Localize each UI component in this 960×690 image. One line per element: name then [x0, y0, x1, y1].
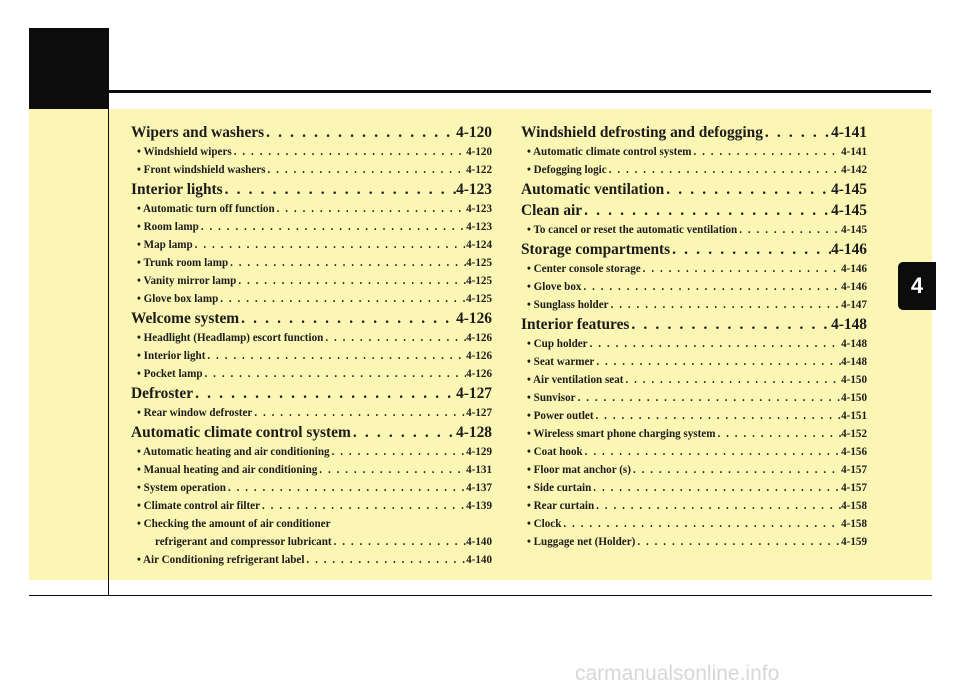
- dot-leader: [226, 479, 466, 497]
- toc-section-entry[interactable]: [131, 308, 492, 329]
- dot-leader: [670, 239, 831, 260]
- toc-entry-page: 4-148: [841, 338, 867, 350]
- dot-leader: [252, 404, 466, 422]
- dot-leader: [631, 461, 841, 479]
- toc-entry-title: • System operation: [137, 482, 226, 494]
- dot-leader: [715, 425, 841, 443]
- toc-entry-title: Automatic ventilation: [521, 181, 665, 198]
- toc-subentry[interactable]: [521, 278, 867, 296]
- toc-entry-page: 4-152: [841, 428, 867, 440]
- toc-subentry[interactable]: [521, 461, 867, 479]
- toc-subentry[interactable]: [521, 443, 867, 461]
- dot-leader: [692, 143, 842, 161]
- toc-entry-title: • Automatic turn off function: [137, 203, 275, 215]
- toc-entry-title: • Room lamp: [137, 221, 199, 233]
- toc-entry-page: 4-157: [841, 482, 867, 494]
- toc-entry-page: 4-126: [466, 368, 492, 380]
- dot-leader: [275, 200, 466, 218]
- toc-entry-title: Interior features: [521, 316, 630, 333]
- toc-subentry[interactable]: [131, 461, 492, 479]
- toc-entry-page: 4-129: [466, 446, 492, 458]
- header-rule: [109, 90, 931, 93]
- toc-subentry[interactable]: [131, 479, 492, 497]
- toc-subentry[interactable]: [131, 236, 492, 254]
- dot-leader: [193, 236, 466, 254]
- dot-leader: [607, 161, 841, 179]
- dot-leader: [317, 461, 466, 479]
- toc-entry-page: 4-141: [841, 146, 867, 158]
- dot-leader: [304, 551, 466, 569]
- dot-leader: [583, 443, 841, 461]
- toc-entry-page: 4-122: [466, 164, 492, 176]
- toc-entry-page: 4-141: [831, 124, 867, 141]
- toc-entry-title: • To cancel or reset the automatic ventilation: [527, 224, 738, 236]
- toc-entry-page: 4-151: [841, 410, 867, 422]
- toc-entry-title: • Sunvisor: [527, 392, 576, 404]
- toc-entry-title: • Checking the amount of air conditioner: [137, 518, 331, 530]
- dot-leader: [205, 347, 466, 365]
- page-margin-line: [108, 28, 109, 596]
- toc-subentry[interactable]: [131, 443, 492, 461]
- toc-entry-page: 4-146: [831, 241, 867, 258]
- toc-entry-page: 4-128: [456, 424, 492, 441]
- toc-subentry[interactable]: [521, 221, 867, 239]
- toc-entry-page: 4-131: [466, 464, 492, 476]
- toc-entry-page: 4-126: [456, 310, 492, 327]
- toc-section-entry[interactable]: [521, 179, 867, 200]
- toc-section-entry[interactable]: [521, 239, 867, 260]
- dot-leader: [228, 254, 466, 272]
- toc-entry-title: • Air Conditioning refrigerant label: [137, 554, 305, 566]
- toc-entry-page: 4-146: [841, 281, 867, 293]
- chapter-tab[interactable]: 4: [898, 262, 936, 310]
- toc-subentry[interactable]: [521, 296, 867, 314]
- chapter-header-block: [29, 28, 108, 109]
- toc-subentry[interactable]: [521, 389, 867, 407]
- toc-entry-page: 4-147: [841, 299, 867, 311]
- toc-left-column: [131, 122, 492, 569]
- footer-rule: [29, 595, 932, 596]
- toc-subentry[interactable]: [521, 260, 867, 278]
- dot-leader: [323, 329, 466, 347]
- toc-subentry[interactable]: [521, 161, 867, 179]
- toc-entry-title: • Map lamp: [137, 239, 193, 251]
- toc-entry-title: • Floor mat anchor (s): [527, 464, 631, 476]
- toc-section-entry[interactable]: [131, 122, 492, 143]
- toc-entry-title: Interior lights: [131, 181, 223, 198]
- dot-leader: [232, 143, 466, 161]
- toc-entry-title: • Manual heating and air conditioning: [137, 464, 318, 476]
- toc-entry-title: • Glove box: [527, 281, 582, 293]
- dot-leader: [763, 122, 831, 143]
- toc-entry-title: • Coat hook: [527, 446, 583, 458]
- toc-entry-page: 4-142: [841, 164, 867, 176]
- toc-subentry[interactable]: [131, 347, 492, 365]
- toc-subentry[interactable]: [521, 371, 867, 389]
- dot-leader: [582, 200, 831, 221]
- toc-subentry[interactable]: [521, 353, 867, 371]
- toc-entry-title: • Climate control air filter: [137, 500, 261, 512]
- toc-entry-page: 4-124: [466, 239, 492, 251]
- dot-leader: [351, 422, 456, 443]
- dot-leader: [594, 497, 841, 515]
- toc-entry-title: Clean air: [521, 202, 583, 219]
- toc-entry-page: 4-125: [466, 257, 492, 269]
- toc-subentry[interactable]: [521, 533, 867, 551]
- toc-entry-page: 4-127: [466, 407, 492, 419]
- toc-entry-title: • Automatic climate control system: [527, 146, 692, 158]
- dot-leader: [635, 533, 841, 551]
- dot-leader: [266, 161, 467, 179]
- toc-entry-page: 4-123: [456, 181, 492, 198]
- toc-section-entry[interactable]: [521, 200, 867, 221]
- toc-entry-title: Storage compartments: [521, 241, 671, 258]
- dot-leader: [193, 383, 456, 404]
- toc-entry-title: • Front windshield washers: [137, 164, 266, 176]
- toc-subentry[interactable]: [521, 497, 867, 515]
- toc-entry-title: • Wireless smart phone charging system: [527, 428, 716, 440]
- toc-entry-title: • Cup holder: [527, 338, 588, 350]
- toc-entry-title: • Vanity mirror lamp: [137, 275, 237, 287]
- toc-entry-title: • Automatic heating and air conditioning: [137, 446, 330, 458]
- toc-subentry[interactable]: [131, 551, 492, 569]
- toc-entry-page: 4-140: [466, 536, 492, 548]
- toc-section-entry[interactable]: [131, 179, 492, 200]
- toc-entry-title: • Glove box lamp: [137, 293, 219, 305]
- toc-entry-page: 4-126: [466, 332, 492, 344]
- dot-leader: [239, 308, 456, 329]
- toc-subentry[interactable]: [131, 515, 492, 533]
- toc-subentry[interactable]: [131, 329, 492, 347]
- toc-entry-title: • Defogging logic: [527, 164, 607, 176]
- toc-entry-title: • Rear window defroster: [137, 407, 253, 419]
- toc-entry-title: • Pocket lamp: [137, 368, 203, 380]
- toc-right-column: [521, 122, 867, 551]
- toc-entry-page: 4-139: [466, 500, 492, 512]
- toc-entry-page: 4-150: [841, 374, 867, 386]
- toc-entry-title: Wipers and washers: [131, 124, 265, 141]
- toc-entry-title: • Power outlet: [527, 410, 594, 422]
- toc-entry-title: Automatic climate control system: [131, 424, 351, 441]
- toc-subentry[interactable]: [131, 404, 492, 422]
- dot-leader: [332, 533, 467, 551]
- toc-entry-page: 4-120: [456, 124, 492, 141]
- dot-leader: [594, 407, 842, 425]
- dot-leader: [561, 515, 841, 533]
- toc-entry-page: 4-123: [466, 203, 492, 215]
- toc-entry-title: refrigerant and compressor lubricant: [155, 536, 332, 548]
- toc-entry-title: • Side curtain: [527, 482, 592, 494]
- toc-subentry[interactable]: [131, 290, 492, 308]
- toc-section-entry[interactable]: [131, 383, 492, 404]
- toc-subentry[interactable]: [131, 497, 492, 515]
- toc-section-entry[interactable]: [521, 122, 867, 143]
- toc-entry-page: 4-145: [831, 181, 867, 198]
- dot-leader: [609, 296, 842, 314]
- toc-section-entry[interactable]: [131, 422, 492, 443]
- toc-subentry[interactable]: [521, 143, 867, 161]
- toc-subentry[interactable]: [131, 365, 492, 383]
- dot-leader: [737, 221, 841, 239]
- dot-leader: [236, 272, 466, 290]
- toc-entry-title: • Interior light: [137, 350, 206, 362]
- toc-section-entry[interactable]: [521, 314, 867, 335]
- dot-leader: [594, 353, 841, 371]
- dot-leader: [664, 179, 831, 200]
- toc-entry-title: • Air ventilation seat: [527, 374, 624, 386]
- toc-entry-title: • Sunglass holder: [527, 299, 609, 311]
- dot-leader: [223, 179, 456, 200]
- toc-entry-title: • Rear curtain: [527, 500, 595, 512]
- toc-entry-page: 4-148: [831, 316, 867, 333]
- toc-entry-title: • Headlight (Headlamp) escort function: [137, 332, 324, 344]
- dot-leader: [260, 497, 466, 515]
- toc-entry-page: 4-148: [841, 356, 867, 368]
- dot-leader: [199, 218, 466, 236]
- toc-entry-title: Defroster: [131, 385, 194, 402]
- toc-entry-page: 4-156: [841, 446, 867, 458]
- toc-entry-page: 4-157: [841, 464, 867, 476]
- dot-leader: [588, 335, 842, 353]
- toc-entry-page: 4-159: [841, 536, 867, 548]
- toc-entry-page: 4-145: [841, 224, 867, 236]
- header-rule-left: [29, 90, 109, 91]
- toc-subentry[interactable]: [131, 218, 492, 236]
- toc-subentry[interactable]: [521, 479, 867, 497]
- toc-entry-page: 4-125: [466, 293, 492, 305]
- dot-leader: [203, 365, 467, 383]
- dot-leader: [330, 443, 467, 461]
- dot-leader: [576, 389, 842, 407]
- dot-leader: [264, 122, 456, 143]
- toc-entry-page: 4-140: [466, 554, 492, 566]
- toc-entry-page: 4-137: [466, 482, 492, 494]
- toc-subentry[interactable]: [131, 161, 492, 179]
- watermark: carmanualsonline.info: [575, 662, 780, 685]
- toc-entry-page: 4-120: [466, 146, 492, 158]
- toc-entry-page: 4-145: [831, 202, 867, 219]
- dot-leader: [218, 290, 466, 308]
- dot-leader: [629, 314, 831, 335]
- toc-entry-page: 4-150: [841, 392, 867, 404]
- toc-subentry[interactable]: [521, 425, 867, 443]
- dot-leader: [623, 371, 841, 389]
- toc-entry-title: • Windshield wipers: [137, 146, 232, 158]
- toc-subentry[interactable]: [131, 254, 492, 272]
- toc-subentry[interactable]: [521, 335, 867, 353]
- toc-subentry[interactable]: [131, 200, 492, 218]
- toc-entry-title: • Luggage net (Holder): [527, 536, 636, 548]
- dot-leader: [581, 278, 841, 296]
- toc-entry-title: • Clock: [527, 518, 562, 530]
- toc-entry-title: • Trunk room lamp: [137, 257, 229, 269]
- toc-subentry[interactable]: [131, 272, 492, 290]
- toc-subentry[interactable]: [521, 407, 867, 425]
- toc-entry-page: 4-127: [456, 385, 492, 402]
- toc-entry-page: 4-125: [466, 275, 492, 287]
- toc-entry-title: Welcome system: [131, 310, 240, 327]
- toc-entry-title: • Center console storage: [527, 263, 641, 275]
- dot-leader: [591, 479, 841, 497]
- toc-entry-page: 4-158: [841, 500, 867, 512]
- toc-entry-title: • Seat warmer: [527, 356, 595, 368]
- toc-entry-title: Windshield defrosting and defogging: [521, 124, 763, 141]
- toc-subentry[interactable]: [131, 143, 492, 161]
- toc-entry-page: 4-126: [466, 350, 492, 362]
- toc-entry-page: 4-146: [841, 263, 867, 275]
- toc-subentry[interactable]: [521, 515, 867, 533]
- dot-leader: [641, 260, 841, 278]
- toc-entry-page: 4-158: [841, 518, 867, 530]
- toc-entry-page: 4-123: [466, 221, 492, 233]
- toc-subentry[interactable]: [131, 533, 492, 551]
